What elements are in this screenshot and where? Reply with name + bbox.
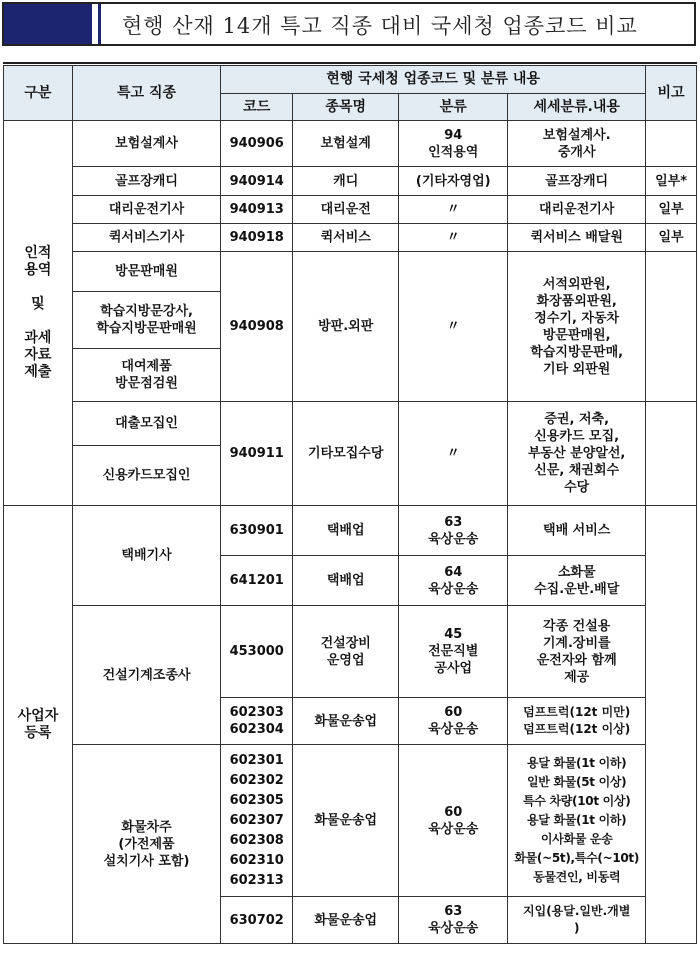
code-cell: 602301 602302 602305 602307 602308 602310 602313 <box>221 745 293 897</box>
code-cell: 940911 <box>221 402 293 506</box>
note-cell <box>646 506 697 944</box>
item-cell: 기타모집수당 <box>293 402 399 506</box>
table-row <box>4 167 697 196</box>
detail-cell: 용달 화물(1t 이하) 일반 화물(5t 이상) 특수 차량(10t 이상) 용달 화물(1t 이하) 이사화물 운송 화물(~5t),특수(~10t) 동물견인, 비동력 <box>508 745 646 897</box>
code-cell: 940918 <box>221 224 293 252</box>
note-cell <box>646 121 697 167</box>
table-row <box>4 606 697 698</box>
class-cell: 63 육상운송 <box>399 897 508 944</box>
header-group: 현행 국세청 업종코드 및 분류 내용 <box>221 66 646 94</box>
item-cell: 방판.외판 <box>293 252 399 402</box>
detail-cell: 택배 서비스 <box>508 506 646 556</box>
job-cell: 건설기계조종사 <box>72 606 220 745</box>
job-cell: 대출모집인 <box>72 402 220 446</box>
title-bar <box>2 2 696 46</box>
code-cell: 940914 <box>221 167 293 196</box>
title-accent-block <box>4 4 92 44</box>
job-cell: 화물차주 (가전제품 설치기사 포함) <box>72 745 220 944</box>
class-cell: 64 육상운송 <box>399 556 508 606</box>
title-accent-stripe <box>98 4 101 44</box>
header-category: 구분 <box>4 66 73 121</box>
job-cell: 택배기사 <box>72 506 220 606</box>
detail-cell: 각종 건설용 기계.장비를 운전자와 함께 제공 <box>508 606 646 698</box>
job-cell: 대여제품 방문점검원 <box>72 349 220 402</box>
table-row <box>4 402 697 446</box>
header-item: 종목명 <box>293 94 399 121</box>
item-cell: 캐디 <box>293 167 399 196</box>
class-cell: 45 전문직별 공사업 <box>399 606 508 698</box>
code-cell: 940906 <box>221 121 293 167</box>
class-cell: 〃 <box>399 224 508 252</box>
header-class: 분류 <box>399 94 508 121</box>
header-job: 특고 직종 <box>72 66 220 121</box>
note-cell: 일부 <box>646 196 697 224</box>
job-cell: 골프장캐디 <box>72 167 220 196</box>
item-cell: 화물운송업 <box>293 698 399 745</box>
code-cell: 602303 602304 <box>221 698 293 745</box>
detail-cell: 퀵서비스 배달원 <box>508 224 646 252</box>
table-row <box>4 196 697 224</box>
code-cell: 641201 <box>221 556 293 606</box>
header-detail: 세세분류.내용 <box>508 94 646 121</box>
job-cell: 방문판매원 <box>72 252 220 292</box>
detail-cell: 보험설계사. 중개사 <box>508 121 646 167</box>
code-cell: 630901 <box>221 506 293 556</box>
item-cell: 택배업 <box>293 556 399 606</box>
item-cell: 건설장비 운영업 <box>293 606 399 698</box>
item-cell: 화물운송업 <box>293 745 399 897</box>
detail-cell: 지입(용달.일반.개별 ) <box>508 897 646 944</box>
class-cell: 〃 <box>399 252 508 402</box>
job-cell: 대리운전기사 <box>72 196 220 224</box>
job-cell: 퀵서비스기사 <box>72 224 220 252</box>
table-row <box>4 121 697 167</box>
code-cell: 630702 <box>221 897 293 944</box>
header-code: 코드 <box>221 94 293 121</box>
detail-cell: 서적외판원, 화장품외판원, 정수기, 자동차 방문판매원, 학습지방문판매, 기타 외판원 <box>508 252 646 402</box>
code-cell: 453000 <box>221 606 293 698</box>
table-row <box>4 506 697 556</box>
code-cell: 940913 <box>221 196 293 224</box>
note-cell <box>646 252 697 402</box>
detail-cell: 소화물 수집.운반.배달 <box>508 556 646 606</box>
comparison-table <box>3 65 697 944</box>
table-row <box>4 745 697 897</box>
class-cell: 60 육상운송 <box>399 698 508 745</box>
class-cell: 〃 <box>399 196 508 224</box>
class-cell: 60 육상운송 <box>399 745 508 897</box>
category-personal: 인적 용역 및 과세 자료 제출 <box>4 121 73 506</box>
job-cell: 학습지방문강사, 학습지방문판매원 <box>72 292 220 349</box>
item-cell: 택배업 <box>293 506 399 556</box>
class-cell: 63 육상운송 <box>399 506 508 556</box>
class-cell: 〃 <box>399 402 508 506</box>
item-cell: 화물운송업 <box>293 897 399 944</box>
class-cell: (기타자영업) <box>399 167 508 196</box>
note-cell <box>646 402 697 506</box>
code-cell: 940908 <box>221 252 293 402</box>
note-cell: 일부 <box>646 224 697 252</box>
table-top-rule <box>3 62 697 64</box>
table-row <box>4 252 697 292</box>
job-cell: 신용카드모집인 <box>72 446 220 506</box>
item-cell: 퀵서비스 <box>293 224 399 252</box>
table-row <box>4 224 697 252</box>
note-cell: 일부* <box>646 167 697 196</box>
page-title: 현행 산재 14개 특고 직종 대비 국세청 업종코드 비교 <box>122 14 638 38</box>
detail-cell: 골프장캐디 <box>508 167 646 196</box>
category-business: 사업자 등록 <box>4 506 73 944</box>
detail-cell: 덤프트럭(12t 미만) 덤프트럭(12t 이상) <box>508 698 646 745</box>
header-note: 비고 <box>646 66 697 121</box>
class-cell: 94 인적용역 <box>399 121 508 167</box>
item-cell: 보험설계 <box>293 121 399 167</box>
job-cell: 보험설계사 <box>72 121 220 167</box>
detail-cell: 증권, 저축, 신용카드 모집, 부동산 분양알선, 신문, 채권회수 수당 <box>508 402 646 506</box>
item-cell: 대리운전 <box>293 196 399 224</box>
detail-cell: 대리운전기사 <box>508 196 646 224</box>
